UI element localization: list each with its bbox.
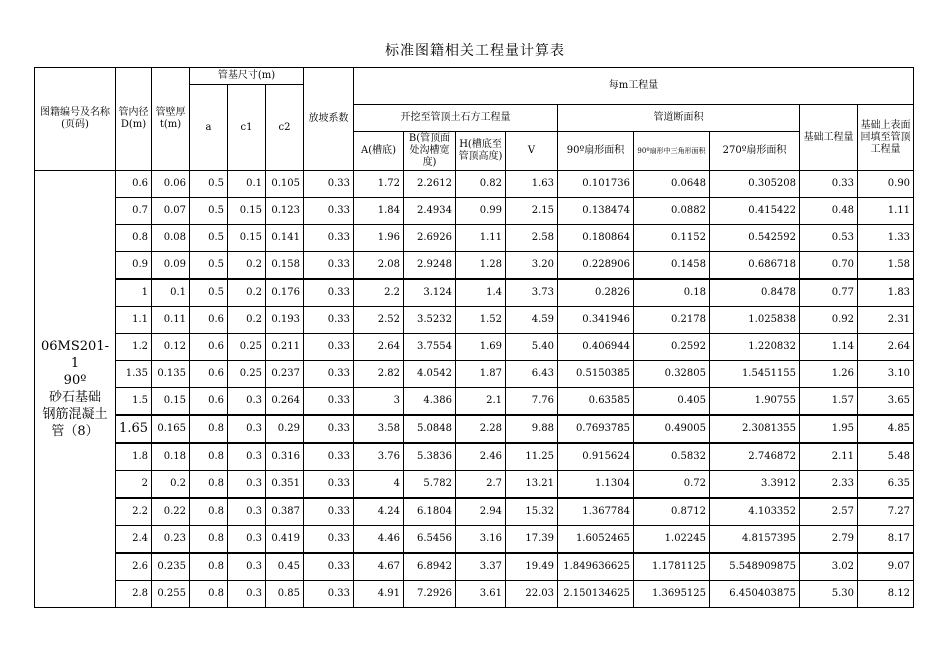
table-cell: 0.419 [266,526,304,554]
table-cell: 0.6 [190,334,228,361]
table-cell: 0.23 [152,526,190,554]
table-cell: 0.70 [800,252,858,280]
table-cell: 2.46 [456,443,506,471]
sheet-title: 标准图籍相关工程量计算表 [385,43,565,59]
table-cell: 0.316 [266,443,304,471]
table-cell: 19.49 [506,553,558,581]
table-cell: 2.57 [800,498,858,526]
header-col-h: H(槽底至管顶高度) [456,132,506,171]
table-cell: 0.53 [800,225,858,252]
table-cell: 1.11 [858,198,914,225]
table-cell: 0.8 [190,553,228,581]
table-cell: 5.3836 [404,443,456,471]
table-cell: 0.33 [304,252,354,280]
table-cell: 1.8 [116,443,152,471]
table-cell: 7.2926 [404,581,456,608]
header-slope: 放坡系数 [304,68,354,171]
table-cell: 2.6 [116,553,152,581]
header-sector270: 270º扇形面积 [710,132,800,171]
header-excavation: 开挖至管顶土石方工程量 [354,105,558,132]
table-cell: 0.33 [304,225,354,252]
table-cell: 9.88 [506,415,558,443]
table-cell: 1.11 [456,225,506,252]
table-cell: 0.6 [116,171,152,198]
table-cell: 4.67 [354,553,404,581]
table-row [35,361,914,388]
header-pipe-section: 管道断面积 [558,105,800,132]
atlas-name-cell [35,171,116,608]
table-cell: 2.9248 [404,252,456,280]
table-cell: 1.69 [456,334,506,361]
table-cell: 3.73 [506,279,558,307]
table-cell: 0.06 [152,171,190,198]
table-cell: 0.99 [456,198,506,225]
header-sector90: 90º扇形面积 [558,132,634,171]
table-cell: 3.37 [456,553,506,581]
table-cell: 5.782 [404,471,456,499]
table-cell: 8.12 [858,581,914,608]
table-cell: 0.2 [228,307,266,334]
table-cell: 3.3912 [710,471,800,499]
table-cell: 0.18 [634,279,710,307]
table-cell: 0.85 [266,581,304,608]
table-cell: 0.7 [116,198,152,225]
table-cell: 1.02245 [634,526,710,554]
table-cell: 1.63 [506,171,558,198]
table-cell: 6.43 [506,361,558,388]
atlas-name-line: 管（8） [51,424,99,439]
table-cell: 1.95 [800,415,858,443]
table-cell: 0.33 [304,334,354,361]
table-cell: 5.48 [858,443,914,471]
table-row [35,581,914,608]
table-cell: 1.2 [116,334,152,361]
table-cell: 0.33 [800,171,858,198]
table-row [35,279,914,307]
table-cell: 0.2 [228,279,266,307]
table-cell: 2.64 [354,334,404,361]
table-cell: 4.386 [404,388,456,416]
table-cell: 1.220832 [710,334,800,361]
table-row [35,198,914,225]
table-cell: 2.28 [456,415,506,443]
table-cell: 3 [354,388,404,416]
table-cell: 1.14 [800,334,858,361]
table-cell: 0.228906 [558,252,634,280]
table-cell: 2.4934 [404,198,456,225]
table-cell: 3.76 [354,443,404,471]
table-cell: 0.101736 [558,171,634,198]
table-cell: 0.33 [304,471,354,499]
table-cell: 7.76 [506,388,558,416]
table-cell: 0.3 [228,526,266,554]
table-row [35,526,914,554]
table-cell: 0.32805 [634,361,710,388]
table-cell: 1.52 [456,307,506,334]
table-cell: 2.11 [800,443,858,471]
table-body [35,171,914,608]
table-cell: 2.4 [116,526,152,554]
table-cell: 7.27 [858,498,914,526]
atlas-name-line: 90º [63,373,87,388]
table-cell: 1.3695125 [634,581,710,608]
atlas-name-line: 砂石基础 [48,390,101,405]
table-cell: 0.8478 [710,279,800,307]
table-row [35,498,914,526]
table-cell: 2.1 [456,388,506,416]
header-a: a [190,85,228,171]
table-cell: 0.0882 [634,198,710,225]
table-cell: 2.3081355 [710,415,800,443]
table-cell: 0.33 [304,361,354,388]
table-cell: 0.138474 [558,198,634,225]
table-cell: 0.193 [266,307,304,334]
atlas-name-line: 钢筋混凝土 [42,407,108,422]
table-cell: 2.150134625 [558,581,634,608]
table-cell: 2.33 [800,471,858,499]
table-cell: 0.08 [152,225,190,252]
table-cell: 1.367784 [558,498,634,526]
table-cell: 0.7693785 [558,415,634,443]
table-row [35,553,914,581]
table-cell: 0.15 [152,388,190,416]
table-cell: 2.7 [456,471,506,499]
table-cell: 0.82 [456,171,506,198]
table-cell: 0.2 [228,252,266,280]
table-cell: 4.0542 [404,361,456,388]
table-cell: 1.87 [456,361,506,388]
table-cell: 1 [116,279,152,307]
table-cell: 1.57 [800,388,858,416]
table-cell: 0.264 [266,388,304,416]
table-cell: 1.35 [116,361,152,388]
table-cell: 0.237 [266,361,304,388]
table-cell: 0.6 [190,307,228,334]
table-cell: 3.20 [506,252,558,280]
table-cell: 0.77 [800,279,858,307]
table-cell: 0.211 [266,334,304,361]
table-cell: 0.341946 [558,307,634,334]
table-cell: 0.07 [152,198,190,225]
table-cell: 0.2826 [558,279,634,307]
table-cell: 0.9 [116,252,152,280]
table-cell: 0.180864 [558,225,634,252]
header-tri90: 90º扇形中三角形面积 [634,132,710,171]
table-cell: 0.5 [190,279,228,307]
table-cell: 0.3 [228,581,266,608]
table-cell: 1.025838 [710,307,800,334]
table-cell: 1.72 [354,171,404,198]
table-cell: 0.3 [228,498,266,526]
table-cell: 2.08 [354,252,404,280]
table-cell: 22.03 [506,581,558,608]
table-cell: 0.255 [152,581,190,608]
table-cell: 0.8 [190,581,228,608]
table-cell: 0.0648 [634,171,710,198]
table-cell: 0.48 [800,198,858,225]
table-cell: 0.5 [190,198,228,225]
table-cell: 0.3 [228,415,266,443]
table-cell: 0.351 [266,471,304,499]
table-cell: 5.0848 [404,415,456,443]
table-cell: 6.35 [858,471,914,499]
table-cell: 1.28 [456,252,506,280]
table-cell: 4.85 [858,415,914,443]
table-cell: 3.7554 [404,334,456,361]
table-row [35,443,914,471]
table-cell: 0.305208 [710,171,800,198]
header-col-a: A(槽底) [354,132,404,171]
table-cell: 0.33 [304,443,354,471]
table-cell: 2.2612 [404,171,456,198]
table-cell: 0.22 [152,498,190,526]
table-cell: 0.3 [228,553,266,581]
table-cell: 0.72 [634,471,710,499]
table-cell: 13.21 [506,471,558,499]
table-cell: 0.135 [152,361,190,388]
table-cell: 9.07 [858,553,914,581]
table-cell: 0.5832 [634,443,710,471]
table-cell: 0.6 [190,388,228,416]
table-cell: 0.235 [152,553,190,581]
table-cell: 0.3 [228,388,266,416]
table-cell: 4.103352 [710,498,800,526]
table-cell: 0.33 [304,279,354,307]
table-cell: 0.15 [228,198,266,225]
table-cell: 3.61 [456,581,506,608]
table-cell: 1.5451155 [710,361,800,388]
table-cell: 3.65 [858,388,914,416]
table-cell: 0.33 [304,415,354,443]
table-row [35,388,914,416]
table-cell: 0.11 [152,307,190,334]
table-cell: 0.3 [228,443,266,471]
table-cell: 0.15 [228,225,266,252]
table-row [35,252,914,280]
table-cell: 0.33 [304,498,354,526]
table-cell: 0.165 [152,415,190,443]
table-cell: 4.91 [354,581,404,608]
table-cell: 0.2 [152,471,190,499]
table-cell: 0.33 [304,526,354,554]
table-cell: 3.124 [404,279,456,307]
table-row [35,225,914,252]
table-cell: 0.33 [304,307,354,334]
table-cell: 4.46 [354,526,404,554]
table-cell: 0.12 [152,334,190,361]
table-row [35,307,914,334]
table-cell: 0.405 [634,388,710,416]
table-cell: 3.10 [858,361,914,388]
table-cell: 0.49005 [634,415,710,443]
table-cell: 0.33 [304,388,354,416]
header-c1: c1 [228,85,266,171]
table-row [35,415,914,443]
table-cell: 3.16 [456,526,506,554]
table-cell: 0.09 [152,252,190,280]
table-cell: 0.8 [190,415,228,443]
table-cell: 1.6052465 [558,526,634,554]
table-cell: 15.32 [506,498,558,526]
table-cell: 0.5 [190,252,228,280]
table-cell: 0.25 [228,334,266,361]
table-cell: 0.2592 [634,334,710,361]
table-cell: 0.29 [266,415,304,443]
table-cell: 6.5456 [404,526,456,554]
table-cell: 0.33 [304,581,354,608]
table-cell: 0.1 [152,279,190,307]
table-cell: 0.45 [266,553,304,581]
table-cell: 11.25 [506,443,558,471]
table-cell: 2.64 [858,334,914,361]
table-row [35,471,914,499]
table-cell: 0.33 [304,198,354,225]
table-cell: 3.5232 [404,307,456,334]
header-col-b: B(管顶面处沟槽宽度) [404,132,456,171]
table-row [35,171,914,198]
table-cell: 0.176 [266,279,304,307]
table-cell: 2.746872 [710,443,800,471]
table-cell: 0.2178 [634,307,710,334]
table-cell: 2.15 [506,198,558,225]
header-base-dims: 管基尺寸(m) [190,68,304,85]
table-cell: 17.39 [506,526,558,554]
table-cell: 0.33 [304,171,354,198]
table-cell: 1.849636625 [558,553,634,581]
table-cell: 6.1804 [404,498,456,526]
table-cell: 1.1304 [558,471,634,499]
table-cell: 0.5150385 [558,361,634,388]
table-cell: 1.65 [116,415,152,443]
table-cell: 1.4 [456,279,506,307]
table-cell: 0.6 [190,361,228,388]
table-cell: 0.406944 [558,334,634,361]
table-cell: 3.58 [354,415,404,443]
table-cell: 0.5 [190,225,228,252]
table-cell: 0.387 [266,498,304,526]
table-cell: 0.8712 [634,498,710,526]
table-cell: 0.8 [190,526,228,554]
table-cell: 0.1 [228,171,266,198]
table-cell: 2.6926 [404,225,456,252]
table-cell: 0.90 [858,171,914,198]
table-cell: 0.8 [190,443,228,471]
table-cell: 0.92 [800,307,858,334]
table-cell: 0.5 [190,171,228,198]
table-cell: 2.79 [800,526,858,554]
table-cell: 0.686718 [710,252,800,280]
table-cell: 4 [354,471,404,499]
table-cell: 1.33 [858,225,914,252]
header-col-v: V [506,132,558,171]
table-cell: 0.63585 [558,388,634,416]
table-cell: 1.1781125 [634,553,710,581]
table-cell: 8.17 [858,526,914,554]
table-cell: 5.548909875 [710,553,800,581]
table-cell: 0.415422 [710,198,800,225]
table-cell: 1.96 [354,225,404,252]
quantity-table [34,67,914,608]
header-c2: c2 [266,85,304,171]
table-cell: 2.94 [456,498,506,526]
table-cell: 1.26 [800,361,858,388]
table-cell: 2.2 [116,498,152,526]
table-cell: 1.58 [858,252,914,280]
table-cell: 0.1152 [634,225,710,252]
table-cell: 0.8 [116,225,152,252]
table-cell: 1.83 [858,279,914,307]
table-row [35,334,914,361]
table-cell: 0.25 [228,361,266,388]
table-cell: 0.33 [304,553,354,581]
table-cell: 6.8942 [404,553,456,581]
table-cell: 0.8 [190,471,228,499]
table-cell: 2.8 [116,581,152,608]
table-cell: 2.31 [858,307,914,334]
table-cell: 2.2 [354,279,404,307]
table-cell: 0.915624 [558,443,634,471]
table-cell: 6.450403875 [710,581,800,608]
table-cell: 0.3 [228,471,266,499]
table-cell: 0.1458 [634,252,710,280]
table-cell: 3.02 [800,553,858,581]
table-cell: 0.123 [266,198,304,225]
header-wall-thickness: 管壁厚t(m) [152,68,190,171]
table-cell: 0.105 [266,171,304,198]
table-cell: 2.58 [506,225,558,252]
header-per-meter: 每m工程量 [354,68,914,105]
table-cell: 2.82 [354,361,404,388]
table-cell: 1.84 [354,198,404,225]
table-cell: 0.141 [266,225,304,252]
table-cell: 0.158 [266,252,304,280]
table-cell: 1.90755 [710,388,800,416]
table-cell: 5.40 [506,334,558,361]
header-atlas: 图籍编号及名称(页码) [35,68,116,171]
atlas-name-line: 06MS201-1 [41,339,109,371]
table-cell: 1.5 [116,388,152,416]
table-cell: 4.8157395 [710,526,800,554]
table-cell: 2 [116,471,152,499]
table-cell: 0.8 [190,498,228,526]
table-cell: 5.30 [800,581,858,608]
table-cell: 0.18 [152,443,190,471]
table-cell: 4.24 [354,498,404,526]
header-backfill: 基础上表面回填至管顶工程量 [858,105,914,171]
table-cell: 4.59 [506,307,558,334]
header-inner-diameter: 管内径D(m) [116,68,152,171]
table-cell: 0.542592 [710,225,800,252]
header-foundation: 基础工程量 [800,105,858,171]
table-cell: 1.1 [116,307,152,334]
table-cell: 2.52 [354,307,404,334]
